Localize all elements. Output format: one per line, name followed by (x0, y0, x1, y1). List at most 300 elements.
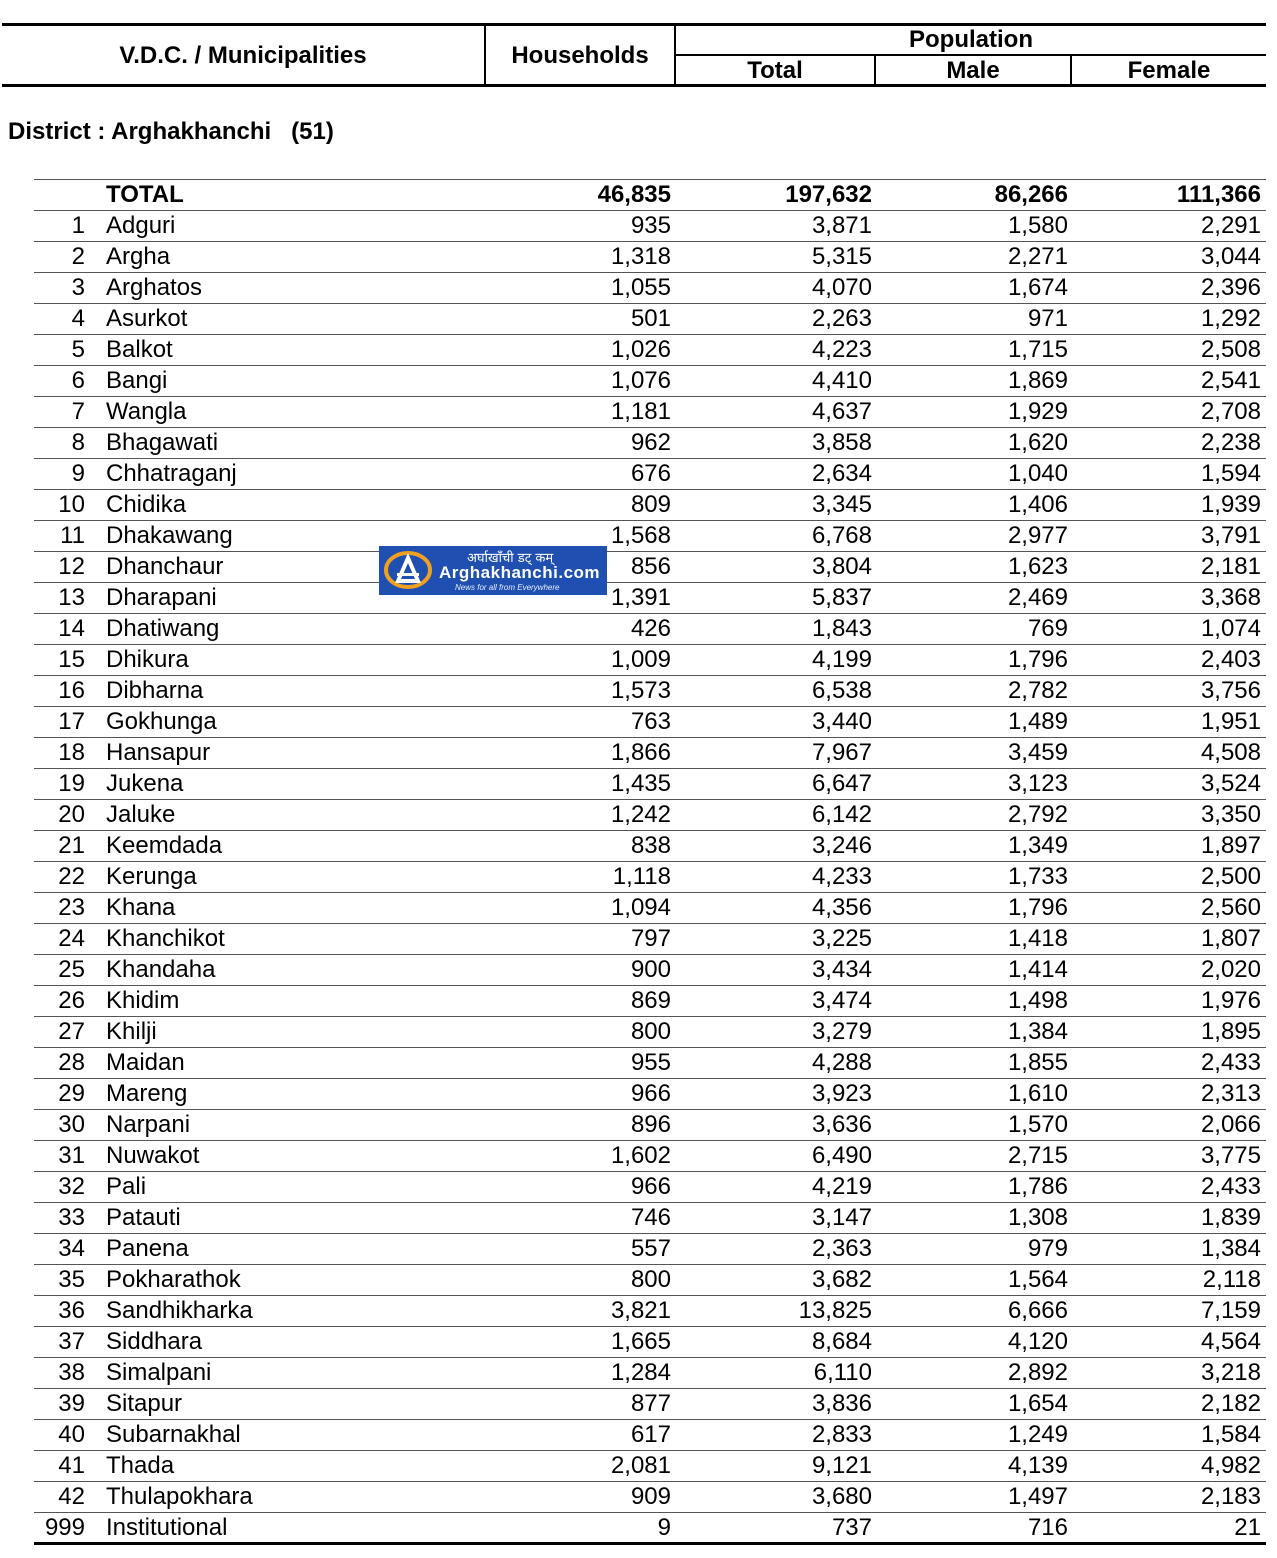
row-female: 1,594 (1200, 460, 1261, 487)
row-total: 4,288 (811, 1049, 872, 1076)
header-female: Female (1127, 57, 1211, 84)
table-row (34, 1016, 1266, 1047)
row-male: 1,869 (1007, 367, 1068, 394)
row-total: 3,147 (811, 1204, 872, 1231)
row-vdc-name: Bhagawati (106, 429, 219, 456)
row-households: 877 (630, 1390, 671, 1417)
row-male: 2,469 (1007, 584, 1068, 611)
row-female: 3,775 (1200, 1142, 1261, 1169)
row-male: 1,674 (1007, 274, 1068, 301)
row-households: 1,009 (610, 646, 671, 673)
row-total: 6,538 (811, 677, 872, 704)
row-households: 800 (630, 1018, 671, 1045)
row-male: 1,610 (1007, 1080, 1068, 1107)
row-households: 1,573 (610, 677, 671, 704)
table-row (34, 737, 1266, 768)
table-row (34, 303, 1266, 334)
row-vdc-name: Wangla (106, 398, 187, 425)
table-row (34, 489, 1266, 520)
row-total: 6,142 (811, 801, 872, 828)
logo-main-text: Arghakhanchi.com (439, 563, 601, 582)
row-number: 3 (71, 274, 85, 301)
row-female: 2,708 (1200, 398, 1261, 425)
row-total: 4,223 (811, 336, 872, 363)
row-vdc-name: Khanchikot (106, 925, 225, 952)
row-male: 769 (1027, 615, 1068, 642)
row-number: 23 (58, 894, 85, 921)
row-female: 1,292 (1200, 305, 1261, 332)
row-male: 2,792 (1007, 801, 1068, 828)
row-households: 557 (630, 1235, 671, 1262)
row-male: 1,418 (1007, 925, 1068, 952)
row-male: 1,929 (1007, 398, 1068, 425)
table-row (34, 892, 1266, 923)
row-households: 896 (630, 1111, 671, 1138)
row-households: 966 (630, 1173, 671, 1200)
table-row (34, 520, 1266, 551)
row-vdc-name: Khilji (106, 1018, 157, 1045)
row-female: 2,183 (1200, 1483, 1261, 1510)
row-vdc-name: Bangi (106, 367, 168, 394)
row-male: 1,414 (1007, 956, 1068, 983)
row-total: 737 (831, 1514, 872, 1541)
row-female: 3,350 (1200, 801, 1261, 828)
row-number: 4 (71, 305, 85, 332)
population-table (34, 179, 1266, 1545)
row-number: 37 (58, 1328, 85, 1355)
table-row (34, 1171, 1266, 1202)
header-households: Households (511, 42, 649, 69)
row-vdc-name: Nuwakot (106, 1142, 200, 1169)
table-row (34, 1388, 1266, 1419)
row-number: 10 (58, 491, 85, 518)
row-vdc-name: Dhanchaur (106, 553, 224, 580)
logo-tagline: News for all from Everywhere (455, 583, 560, 592)
header-population: Population (909, 26, 1033, 53)
row-female: 2,291 (1200, 212, 1261, 239)
header-divider (674, 54, 1266, 56)
logo-mountain-icon (383, 549, 433, 591)
row-male: 1,654 (1007, 1390, 1068, 1417)
table-row (34, 210, 1266, 241)
total-female: 111,366 (1176, 181, 1261, 208)
row-total: 3,434 (811, 956, 872, 983)
row-households: 1,076 (610, 367, 671, 394)
row-vdc-name: Jaluke (106, 801, 176, 828)
row-households: 1,242 (610, 801, 671, 828)
row-male: 1,580 (1007, 212, 1068, 239)
row-number: 999 (44, 1514, 85, 1541)
row-vdc-name: Sandhikharka (106, 1297, 253, 1324)
row-male: 1,564 (1007, 1266, 1068, 1293)
row-number: 39 (58, 1390, 85, 1417)
row-households: 800 (630, 1266, 671, 1293)
row-households: 869 (630, 987, 671, 1014)
row-female: 1,074 (1200, 615, 1261, 642)
row-male: 1,040 (1007, 460, 1068, 487)
row-number: 9 (71, 460, 85, 487)
row-number: 21 (58, 832, 85, 859)
row-number: 11 (60, 522, 85, 549)
table-row (34, 396, 1266, 427)
row-number: 7 (71, 398, 85, 425)
row-male: 1,623 (1007, 553, 1068, 580)
row-total: 6,768 (811, 522, 872, 549)
total-male: 86,266 (994, 181, 1068, 208)
row-vdc-name: Dhatiwang (106, 615, 220, 642)
row-households: 501 (630, 305, 671, 332)
row-total: 3,440 (811, 708, 872, 735)
row-households: 838 (630, 832, 671, 859)
table-row (34, 272, 1266, 303)
table-row (34, 551, 1266, 582)
row-number: 1 (71, 212, 85, 239)
row-male: 4,120 (1007, 1328, 1068, 1355)
row-households: 9 (657, 1514, 671, 1541)
row-households: 966 (630, 1080, 671, 1107)
row-number: 30 (58, 1111, 85, 1138)
row-number: 17 (58, 708, 85, 735)
row-total: 3,246 (811, 832, 872, 859)
row-number: 2 (71, 243, 85, 270)
row-households: 1,284 (610, 1359, 671, 1386)
row-total: 3,836 (811, 1390, 872, 1417)
row-number: 25 (58, 956, 85, 983)
row-female: 2,560 (1200, 894, 1261, 921)
table-row (34, 861, 1266, 892)
row-households: 1,602 (610, 1142, 671, 1169)
row-households: 617 (630, 1421, 671, 1448)
row-male: 2,977 (1007, 522, 1068, 549)
row-total: 5,315 (811, 243, 872, 270)
table-row (34, 241, 1266, 272)
row-number: 24 (58, 925, 85, 952)
row-vdc-name: Dhakawang (106, 522, 233, 549)
row-vdc-name: Sitapur (106, 1390, 183, 1417)
row-vdc-name: Arghatos (106, 274, 203, 301)
row-female: 4,508 (1200, 739, 1261, 766)
row-vdc-name: Simalpani (106, 1359, 212, 1386)
row-total: 3,636 (811, 1111, 872, 1138)
row-vdc-name: Dharapani (106, 584, 217, 611)
table-row (34, 644, 1266, 675)
row-total: 5,837 (811, 584, 872, 611)
row-total: 4,219 (811, 1173, 872, 1200)
row-male: 1,497 (1007, 1483, 1068, 1510)
row-male: 1,733 (1007, 863, 1068, 890)
table-row (34, 830, 1266, 861)
row-number: 34 (58, 1235, 85, 1262)
row-households: 2,081 (610, 1452, 671, 1479)
table-row (34, 613, 1266, 644)
row-female: 4,564 (1200, 1328, 1261, 1355)
row-female: 2,181 (1200, 553, 1261, 580)
row-female: 2,182 (1200, 1390, 1261, 1417)
row-total: 8,684 (811, 1328, 872, 1355)
row-male: 3,123 (1007, 770, 1068, 797)
row-number: 28 (58, 1049, 85, 1076)
row-vdc-name: Thada (106, 1452, 175, 1479)
row-households: 1,318 (610, 243, 671, 270)
row-number: 27 (58, 1018, 85, 1045)
row-households: 856 (630, 553, 671, 580)
row-vdc-name: Chidika (106, 491, 187, 518)
row-number: 41 (58, 1452, 85, 1479)
row-male: 979 (1027, 1235, 1068, 1262)
row-vdc-name: Khidim (106, 987, 180, 1014)
row-total: 4,070 (811, 274, 872, 301)
row-households: 909 (630, 1483, 671, 1510)
total-population: 197,632 (785, 181, 872, 208)
table-row (34, 1481, 1266, 1512)
row-households: 1,094 (610, 894, 671, 921)
row-vdc-name: Thulapokhara (106, 1483, 253, 1510)
row-vdc-name: Balkot (106, 336, 173, 363)
row-households: 797 (630, 925, 671, 952)
row-vdc-name: Dibharna (106, 677, 204, 704)
table-row (34, 582, 1266, 613)
table-row (34, 799, 1266, 830)
row-number: 35 (58, 1266, 85, 1293)
row-female: 1,839 (1200, 1204, 1261, 1231)
table-row (34, 1140, 1266, 1171)
row-total: 7,967 (811, 739, 872, 766)
row-male: 1,308 (1007, 1204, 1068, 1231)
row-households: 900 (630, 956, 671, 983)
row-number: 13 (58, 584, 85, 611)
row-female: 1,584 (1200, 1421, 1261, 1448)
row-number: 32 (58, 1173, 85, 1200)
row-total: 13,825 (798, 1297, 872, 1324)
row-female: 2,313 (1200, 1080, 1261, 1107)
row-households: 962 (630, 429, 671, 456)
row-male: 1,570 (1007, 1111, 1068, 1138)
row-male: 716 (1027, 1514, 1068, 1541)
table-row (34, 1295, 1266, 1326)
row-households: 3,821 (610, 1297, 671, 1324)
table-header (2, 23, 1266, 87)
logo-native-text: अर्घाखाँची डट् कम् (467, 551, 554, 566)
row-male: 1,620 (1007, 429, 1068, 456)
table-row (34, 1047, 1266, 1078)
row-vdc-name: Kerunga (106, 863, 197, 890)
row-households: 746 (630, 1204, 671, 1231)
row-vdc-name: Khandaha (106, 956, 216, 983)
row-number: 14 (58, 615, 85, 642)
row-total: 3,345 (811, 491, 872, 518)
total-row (34, 179, 1266, 210)
row-vdc-name: Keemdada (106, 832, 223, 859)
total-label: TOTAL (106, 181, 184, 208)
row-female: 2,396 (1200, 274, 1261, 301)
row-total: 3,871 (811, 212, 872, 239)
row-number: 12 (58, 553, 85, 580)
row-vdc-name: Khana (106, 894, 176, 921)
row-number: 38 (58, 1359, 85, 1386)
row-vdc-name: Institutional (106, 1514, 228, 1541)
row-female: 3,218 (1200, 1359, 1261, 1386)
row-households: 1,665 (610, 1328, 671, 1355)
row-vdc-name: Pokharathok (106, 1266, 241, 1293)
row-female: 21 (1234, 1514, 1261, 1541)
row-female: 1,895 (1200, 1018, 1261, 1045)
row-female: 2,066 (1200, 1111, 1261, 1138)
row-male: 2,271 (1007, 243, 1068, 270)
row-total: 6,110 (813, 1359, 872, 1386)
row-male: 1,498 (1007, 987, 1068, 1014)
row-vdc-name: Jukena (106, 770, 184, 797)
row-total: 2,634 (811, 460, 872, 487)
row-female: 4,982 (1200, 1452, 1261, 1479)
row-male: 1,715 (1007, 336, 1068, 363)
row-vdc-name: Asurkot (106, 305, 188, 332)
table-row (34, 1109, 1266, 1140)
row-male: 6,666 (1007, 1297, 1068, 1324)
row-number: 29 (58, 1080, 85, 1107)
row-total: 6,490 (811, 1142, 872, 1169)
row-female: 3,524 (1200, 770, 1261, 797)
row-total: 3,804 (811, 553, 872, 580)
row-female: 2,500 (1200, 863, 1261, 890)
row-male: 1,384 (1007, 1018, 1068, 1045)
table-row (34, 1264, 1266, 1295)
table-row (34, 365, 1266, 396)
row-number: 31 (58, 1142, 85, 1169)
row-vdc-name: Patauti (106, 1204, 181, 1231)
table-row (34, 706, 1266, 737)
row-total: 3,474 (811, 987, 872, 1014)
row-number: 20 (58, 801, 85, 828)
row-total: 2,833 (811, 1421, 872, 1448)
row-vdc-name: Pali (106, 1173, 147, 1200)
row-vdc-name: Panena (106, 1235, 189, 1262)
row-vdc-name: Argha (106, 243, 171, 270)
row-households: 1,391 (610, 584, 671, 611)
row-male: 3,459 (1007, 739, 1068, 766)
table-row (34, 768, 1266, 799)
row-households: 1,181 (610, 398, 671, 425)
row-total: 2,263 (811, 305, 872, 332)
row-vdc-name: Subarnakhal (106, 1421, 241, 1448)
row-female: 1,897 (1200, 832, 1261, 859)
header-total: Total (747, 57, 803, 84)
row-number: 18 (58, 739, 85, 766)
row-number: 36 (58, 1297, 85, 1324)
header-vdc: V.D.C. / Municipalities (119, 42, 367, 69)
row-number: 33 (58, 1204, 85, 1231)
table-row (34, 1419, 1266, 1450)
row-vdc-name: Hansapur (106, 739, 211, 766)
table-row (34, 1233, 1266, 1264)
header-male: Male (946, 57, 1000, 84)
row-female: 3,756 (1200, 677, 1261, 704)
row-total: 2,363 (811, 1235, 872, 1262)
row-female: 3,368 (1200, 584, 1261, 611)
row-total: 4,410 (811, 367, 872, 394)
row-female: 1,939 (1200, 491, 1261, 518)
row-households: 1,026 (610, 336, 671, 363)
table-row (34, 1078, 1266, 1109)
row-total: 4,199 (811, 646, 872, 673)
row-total: 4,637 (811, 398, 872, 425)
row-total: 1,843 (811, 615, 872, 642)
table-row (34, 458, 1266, 489)
row-total: 6,647 (811, 770, 872, 797)
row-number: 5 (71, 336, 85, 363)
district-title: District : Arghakhanchi (51) (8, 118, 334, 145)
row-households: 955 (630, 1049, 671, 1076)
row-households: 426 (630, 615, 671, 642)
row-male: 1,406 (1007, 491, 1068, 518)
row-number: 15 (58, 646, 85, 673)
row-households: 1,055 (610, 274, 671, 301)
row-female: 2,020 (1200, 956, 1261, 983)
row-male: 1,855 (1007, 1049, 1068, 1076)
row-households: 1,435 (610, 770, 671, 797)
row-female: 2,118 (1202, 1266, 1261, 1293)
table-row (34, 1357, 1266, 1388)
row-total: 3,279 (811, 1018, 872, 1045)
row-total: 3,682 (811, 1266, 872, 1293)
row-male: 1,786 (1007, 1173, 1068, 1200)
row-vdc-name: Narpani (106, 1111, 191, 1138)
row-number: 40 (58, 1421, 85, 1448)
row-total: 3,923 (811, 1080, 872, 1107)
row-total: 3,680 (811, 1483, 872, 1510)
row-number: 19 (58, 770, 85, 797)
row-female: 1,951 (1200, 708, 1261, 735)
table-row (34, 1202, 1266, 1233)
row-female: 2,238 (1200, 429, 1261, 456)
table-row (34, 923, 1266, 954)
row-number: 22 (58, 863, 85, 890)
row-female: 1,807 (1200, 925, 1261, 952)
row-male: 1,796 (1007, 894, 1068, 921)
row-male: 1,796 (1007, 646, 1068, 673)
row-female: 1,976 (1200, 987, 1261, 1014)
row-male: 2,782 (1007, 677, 1068, 704)
row-households: 935 (630, 212, 671, 239)
row-female: 3,044 (1200, 243, 1261, 270)
row-vdc-name: Mareng (106, 1080, 188, 1107)
table-row (34, 1512, 1266, 1545)
row-female: 2,508 (1200, 336, 1261, 363)
table-row (34, 427, 1266, 458)
row-vdc-name: Dhikura (106, 646, 189, 673)
row-vdc-name: Gokhunga (106, 708, 217, 735)
table-row (34, 334, 1266, 365)
table-row (34, 1450, 1266, 1481)
row-male: 1,489 (1007, 708, 1068, 735)
row-number: 16 (58, 677, 85, 704)
row-number: 6 (71, 367, 85, 394)
row-vdc-name: Adguri (106, 212, 176, 239)
row-households: 1,568 (610, 522, 671, 549)
row-number: 42 (58, 1483, 85, 1510)
row-households: 1,118 (612, 863, 671, 890)
row-female: 7,159 (1200, 1297, 1261, 1324)
row-female: 2,541 (1200, 367, 1261, 394)
row-number: 8 (71, 429, 85, 456)
table-row (34, 954, 1266, 985)
table-row (34, 985, 1266, 1016)
row-male: 2,715 (1007, 1142, 1068, 1169)
arghakhanchi-logo (379, 546, 607, 595)
row-total: 4,233 (811, 863, 872, 890)
row-female: 1,384 (1200, 1235, 1261, 1262)
row-male: 1,249 (1007, 1421, 1068, 1448)
row-total: 3,225 (811, 925, 872, 952)
